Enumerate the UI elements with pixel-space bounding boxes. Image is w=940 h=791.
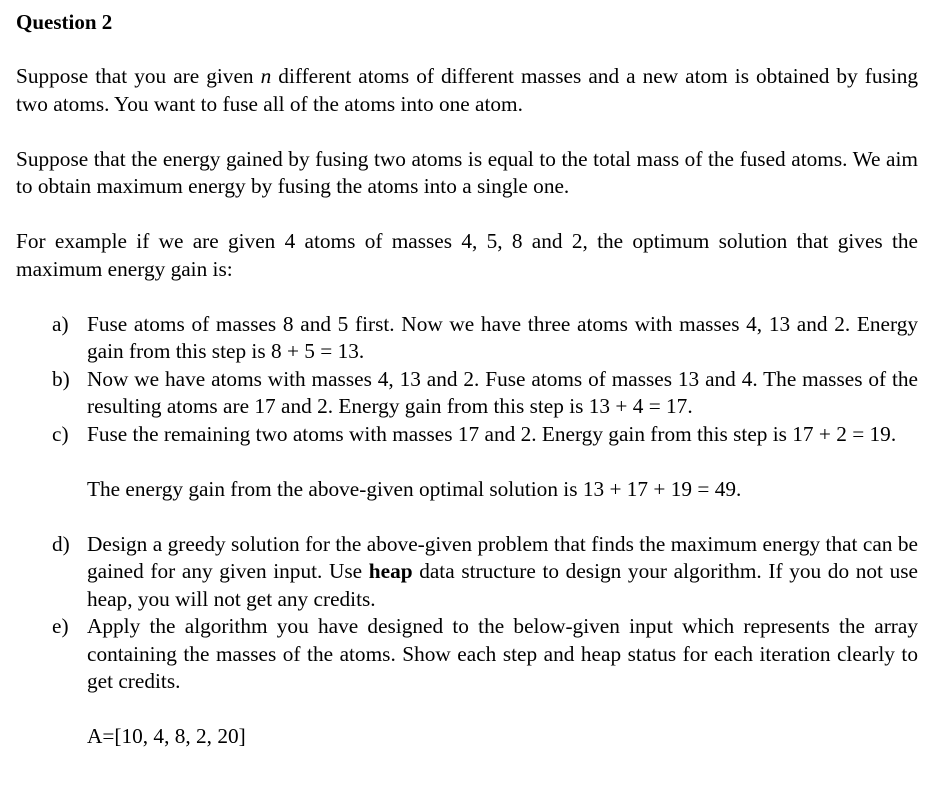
task-e-text: Apply the algorithm you have designed to the below-given input which represents the array containing the masses of the atoms. Show each step and heap status for each iteration clearly to get credits. — [87, 614, 918, 693]
intro-p1-before: Suppose that you are given — [16, 64, 261, 88]
intro-paragraph-3: For example if we are given 4 atoms of masses 4, 5, 8 and 2, the optimum solution that gives the maximum energy gain is: — [16, 229, 918, 281]
step-b-text: Now we have atoms with masses 4, 13 and 2. Fuse atoms of masses 13 and 4. The masses of the resulting atoms are 17 and 2. Energy gain from this step is 13 + 4 = 17. — [87, 366, 918, 418]
energy-summary: The energy gain from the above-given optimal solution is 13 + 17 + 19 = 49. — [87, 476, 742, 501]
intro-paragraph-1 — [16, 63, 918, 118]
step-a-text: Fuse atoms of masses 8 and 5 first. Now we have three atoms with masses 4, 13 and 2. Energy gain from this step is 8 + 5 = 13. — [87, 311, 918, 363]
task-d-after: data structure to design your algorithm. If you do not use heap, you will not get any credits. — [87, 559, 918, 611]
variable-n: n — [260, 64, 272, 88]
list-marker: b) — [52, 366, 70, 391]
list-marker: c) — [52, 421, 69, 446]
task-list — [16, 531, 918, 696]
step-c-text: Fuse the remaining two atoms with masses 17 and 2. Energy gain from this step is 17 + 2 = 19. — [87, 421, 897, 446]
example-steps-list — [16, 311, 918, 449]
task-d-before: Design a greedy solution for the above-given problem that finds the maximum energy that can be gained for any given input. Use — [87, 531, 918, 583]
question-document — [16, 6, 918, 751]
list-marker: d) — [52, 531, 70, 556]
list-marker: e) — [52, 614, 69, 638]
list-item-task-d — [16, 531, 918, 614]
list-item-step-a — [16, 311, 918, 366]
input-array: A=[10, 4, 8, 2, 20] — [87, 724, 246, 748]
intro-p1-after: different atoms of different masses and a new atom is obtained by fusing two atoms. You want to fuse all of the atoms into one atom. — [16, 64, 919, 116]
list-marker: a) — [52, 311, 69, 336]
list-item-step-b — [16, 366, 918, 421]
intro-paragraph-2: Suppose that the energy gained by fusing two atoms is equal to the total mass of the fused atoms. We aim to obtain maximum energy by fusing the atoms into a single one. — [16, 146, 918, 198]
question-title: Question 2 — [16, 10, 113, 34]
task-d-bold-heap: heap — [368, 559, 413, 583]
list-item-task-e — [16, 613, 918, 696]
list-item-step-c — [16, 421, 918, 449]
